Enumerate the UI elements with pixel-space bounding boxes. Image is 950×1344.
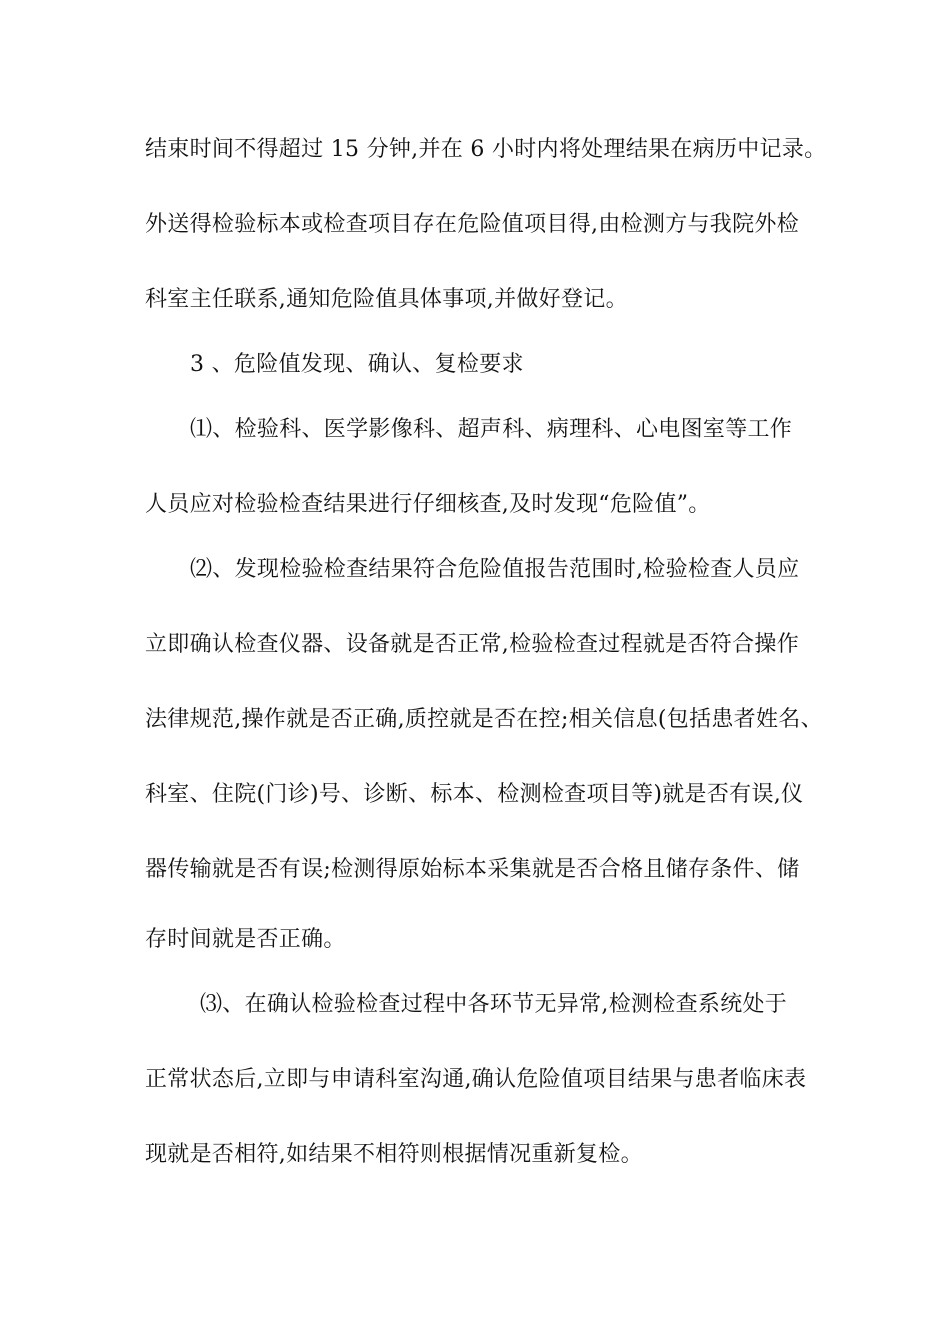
text-line: 科室主任联系,通知危险值具体事项,并做好登记。 bbox=[145, 287, 628, 312]
text-line: 立即确认检查仪器、设备就是否正常,检验检查过程就是否符合操作 bbox=[145, 632, 799, 657]
text-line: 人员应对检验检查结果进行仔细核查,及时发现“危险值”。 bbox=[145, 492, 711, 517]
text-line: ⑵、发现检验检查结果符合危险值报告范围时,检验检查人员应 bbox=[190, 557, 800, 582]
text-line: 现就是否相符,如结果不相符则根据情况重新复检。 bbox=[145, 1142, 643, 1167]
text-line: 器传输就是否有误;检测得原始标本采集就是否合格且储存条件、储 bbox=[145, 857, 800, 882]
text-line: 正常状态后,立即与申请科室沟通,确认危险值项目结果与患者临床表 bbox=[145, 1067, 807, 1092]
section-heading: 3 、危险值发现、确认、复检要求 bbox=[190, 352, 524, 377]
text-line: ⑴、检验科、医学影像科、超声科、病理科、心电图室等工作 bbox=[190, 417, 793, 442]
text-line: 科室、住院(门诊)号、诊断、标本、检测检查项目等)就是否有误,仪 bbox=[145, 782, 804, 807]
text-line: 外送得检验标本或检查项目存在危险值项目得,由检测方与我院外检 bbox=[145, 212, 799, 237]
text-line: ⑶、在确认检验检查过程中各环节无异常,检测检查系统处于 bbox=[200, 992, 788, 1017]
text-line: 存时间就是否正确。 bbox=[145, 927, 346, 952]
text-line: 结束时间不得超过 15 分钟,并在 6 小时内将处理结果在病历中记录。 bbox=[145, 137, 827, 162]
text-line: 法律规范,操作就是否正确,质控就是否在控;相关信息(包括患者姓名、 bbox=[145, 707, 823, 732]
